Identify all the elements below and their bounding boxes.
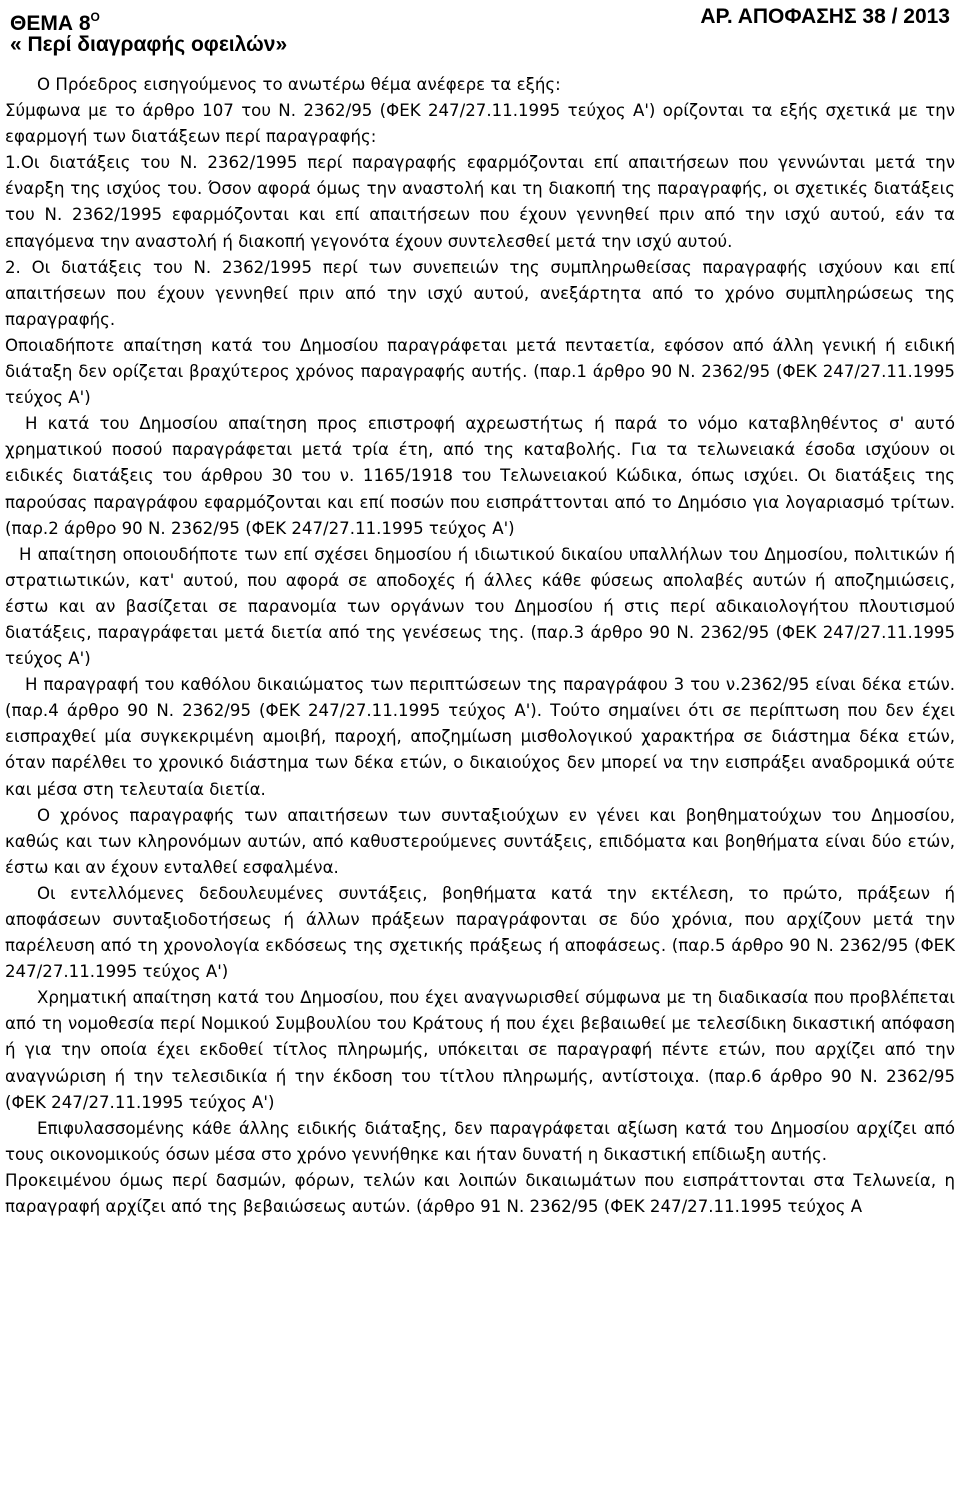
- paragraph: Οποιαδήποτε απαίτηση κατά του Δημοσίου παραγράφεται μετά πενταετία, εφόσον από άλλη γενική ή ειδική διάταξη δεν ορίζεται βραχύτερος χρόνος παραγραφής αυτής. (παρ.1 άρθρο 90 Ν. 2362/95 (ΦΕΚ 247/27.11.1995 τεύχος Α'): [5, 335, 955, 408]
- paragraph: Η παραγραφή του καθόλου δικαιώματος των περιπτώσεων της παραγράφου 3 του ν.2362/95 είναι δέκα ετών. (παρ.4 άρθρο 90 Ν. 2362/95 (ΦΕΚ 247/27.11.1995 τεύχος Α'). Τούτο σημαίνει ότι σε περίπτωση που δεν έχει εισπραχθεί μία συγκεκριμένη αμοιβή, παροχή, αποζημίωση μισθολογικού χαρακτήρα σε διάστημα δέκα ετών, όταν παρέλθει το χρονικό διάστημα των δέκα ετών, ο δικαιούχος δεν μπορεί να την εισπράξει αναδρομικά ούτε και μέσα στη τελευταία διετία.: [5, 675, 955, 799]
- ordinal-indicator: Ο: [90, 10, 100, 24]
- document-subtitle: « Περί διαγραφής οφειλών»: [10, 33, 288, 56]
- document-body: [5, 72, 955, 1220]
- decision-number: ΑΡ. ΑΠΟΦΑΣΗΣ 38 / 2013: [700, 5, 950, 28]
- paragraph: Χρηματική απαίτηση κατά του Δημοσίου, που έχει αναγνωρισθεί σύμφωνα με τη διαδικασία που προβλέπεται από τη νομοθεσία περί Νομικού Συμβουλίου του Κράτους ή που έχει βεβαιωθεί με τελεσίδικη δικαστική απόφαση ή για την οποία έχει εκδοθεί τίτλος πληρωμής, υπόκειται σε παραγραφή πέντε ετών, που αρχίζει από την αναγνώριση ή την τελεσιδικία ή την έκδοση του τίτλου πληρωμής, αντίστοιχα. (παρ.6 άρθρο 90 Ν. 2362/95 (ΦΕΚ 247/27.11.1995 τεύχος Α'): [5, 988, 955, 1112]
- paragraph: Η απαίτηση οποιουδήποτε των επί σχέσει δημοσίου ή ιδιωτικού δικαίου υπαλλήλων του Δημοσίου, πολιτικών ή στρατιωτικών, κατ' αυτού, που αφορά σε αποδοχές ή άλλες κάθε φύσεως απολαβές αυτών ή αποζημιώσεις, έστω και αν βασίζεται σε παρανομία των οργάνων του Δημοσίου ή στις περί αδικαιολογήτου πλουτισμού διατάξεις, παραγράφεται μετά διετία από της γενέσεως της. (παρ.3 άρθρο 90 Ν. 2362/95 (ΦΕΚ 247/27.11.1995 τεύχος Α'): [5, 544, 955, 669]
- paragraph: Προκειμένου όμως περί δασμών, φόρων, τελών και λοιπών δικαιωμάτων που εισπράττονται στα Τελωνεία, η παραγραφή αρχίζει από της βεβαιώσεως αυτών. (άρθρο 91 Ν. 2362/95 (ΦΕΚ 247/27.11.1995 τεύχος Α: [5, 1170, 955, 1217]
- paragraph: Η κατά του Δημοσίου απαίτηση προς επιστροφή αχρεωστήτως ή παρά το νόμο καταβληθέντος σ' αυτό χρηματικού ποσού παραγράφεται μετά τρία έτη, από της καταβολής. Για τα τελωνειακά έσοδα ισχύουν οι ειδικές διατάξεις του άρθρου 30 του ν. 1165/1918 του Τελωνειακού Κώδικα, όπως ισχύει. Οι διατάξεις της παρούσας παραγράφου εφαρμόζονται και επί ποσών που εισπράττονται από το Δημόσιο για λογαριασμό τρίτων. (παρ.2 άρθρο 90 Ν. 2362/95 (ΦΕΚ 247/27.11.1995 τεύχος Α'): [5, 414, 955, 538]
- paragraph: Σύμφωνα με το άρθρο 107 του Ν. 2362/95 (ΦΕΚ 247/27.11.1995 τεύχος Α') ορίζονται τα εξής σχετικά με την εφαρμογή των διατάξεων περί παραγραφής:: [5, 101, 955, 147]
- topic-label: ΘΕΜΑ 8: [10, 12, 91, 35]
- paragraph: 1.Οι διατάξεις του Ν. 2362/1995 περί παραγραφής εφαρμόζονται επί απαιτήσεων που γεννώνται μετά την έναρξη της ισχύος του. Όσον αφορά όμως την αναστολή και τη διακοπή της παραγραφής, οι σχετικές διατάξεις του Ν. 2362/1995 εφαρμόζονται και επί απαιτήσεων που έχουν γεννηθεί πριν από την ισχύ αυτού, εάν τα επαγόμενα την αναστολή ή διακοπή γεγονότα έχουν συντελεσθεί μετά την ισχύ αυτού.: [5, 153, 955, 251]
- paragraph: 2. Οι διατάξεις του Ν. 2362/1995 περί των συνεπειών της συμπληρωθείσας παραγραφής ισχύουν και επί απαιτήσεων που έχουν γεννηθεί πριν από την ισχύ αυτού, ανεξάρτητα από το χρόνο συμπληρώσεως της παραγραφής.: [5, 257, 955, 329]
- paragraph: Οι εντελλόμενες δεδουλευμένες συντάξεις, βοηθήματα κατά την εκτέλεση, το πρώτο, πράξεων ή αποφάσεων συνταξιοδοτήσεως ή άλλων πράξεων παραγράφονται σε δύο χρόνια, που αρχίζουν μετά την παρέλευση από τη χρονολογία εκδόσεως της σχετικής πράξεως ή αποφάσεως. (παρ.5 άρθρο 90 Ν. 2362/95 (ΦΕΚ 247/27.11.1995 τεύχος Α'): [5, 883, 955, 982]
- paragraph: Ο Πρόεδρος εισηγούμενος το ανωτέρω θέμα ανέφερε τα εξής:: [37, 75, 561, 94]
- paragraph: Ο χρόνος παραγραφής των απαιτήσεων των συνταξιούχων εν γένει και βοηθηματούχων του Δημοσίου, καθώς και των κληρονόμων αυτών, από καθυστερούμενες συντάξεις, επιδόματα και βοηθήματα είναι δύο ετών, έστω και αν έχουν ενταλθεί εσφαλμένα.: [5, 805, 955, 877]
- paragraph: Επιφυλασσομένης κάθε άλλης ειδικής διάταξης, δεν παραγράφεται αξίωση κατά του Δημοσίου αρχίζει από τους οικονομικούς όσων μέσα στο χρόνο γεννήθηκε και ήταν δυνατή η δικαστική επίδιωξη αυτής.: [5, 1118, 955, 1164]
